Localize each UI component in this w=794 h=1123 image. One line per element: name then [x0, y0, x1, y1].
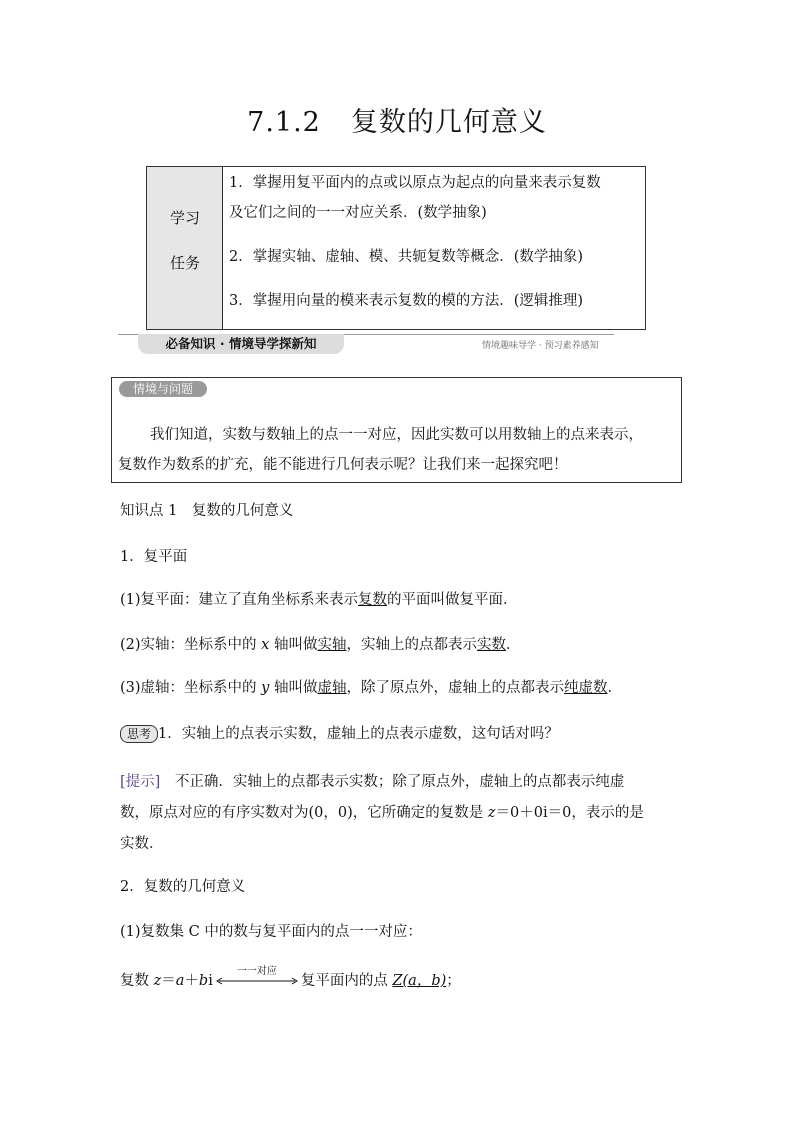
think-tag: 思考	[120, 725, 158, 743]
correspondence-formula	[120, 966, 461, 990]
variable: b	[198, 973, 209, 989]
correspondence-statement: (1)复数集 C 中的数与复平面内的点一一对应：	[120, 924, 422, 940]
text: ．	[505, 637, 521, 653]
geometric-meaning-heading: 2．复数的几何意义	[120, 879, 246, 895]
underlined-term: 纯虚数	[563, 680, 608, 696]
section-title: 复数的几何意义	[350, 107, 547, 138]
variable: z	[153, 973, 162, 989]
bijection-arrow	[215, 966, 299, 989]
underlined-term: 实轴	[317, 637, 347, 653]
variable: x	[261, 637, 270, 653]
complex-plane-heading: 1．复平面	[120, 549, 188, 565]
hint-line-1	[120, 770, 624, 791]
situation-tag: 情境与问题	[119, 381, 207, 397]
double-arrow-icon	[215, 977, 299, 985]
text: 数，原点对应的有序实数对为(0，0)，它所确定的复数是	[120, 805, 488, 821]
section-banner: 必备知识 · 情境导学探新知	[138, 334, 344, 354]
text: ＝0＋0i＝0，表示的是	[495, 805, 644, 821]
objective-2: 2．掌握实轴、虚轴、模、共轭复数等概念．(数学抽象)	[229, 249, 584, 265]
underlined-term: 虚轴	[317, 680, 347, 696]
objectives-table	[146, 166, 646, 330]
text: ＝	[161, 973, 176, 989]
situation-line-1: 我们知道，实数与数轴上的点一一对应，因此实数可以用数轴上的点来表示，	[150, 427, 643, 443]
question-text: 1．实轴上的点表示实数，虚轴上的点表示虚数，这句话对吗？	[158, 726, 559, 742]
objective-1-line2: 及它们之间的一一对应关系．(数学抽象)	[229, 205, 487, 221]
variable: a	[175, 973, 185, 989]
objectives-label-line2: 任务	[170, 254, 201, 272]
text: (3)虚轴：坐标系中的	[120, 680, 262, 696]
hint-line-3: 实数．	[120, 836, 164, 852]
objectives-label	[147, 167, 223, 329]
page-title	[0, 100, 794, 139]
hint-line-2	[120, 801, 644, 822]
text: ；	[446, 973, 461, 989]
imaginary-axis-definition	[120, 676, 622, 697]
variable: z	[487, 805, 496, 821]
section-number: 7.1.2	[247, 107, 321, 138]
arrow-label: 一一对应	[236, 966, 277, 977]
text: ＋	[184, 973, 199, 989]
underlined-term: 实数	[476, 637, 506, 653]
text: 复平面内的点	[300, 973, 393, 989]
complex-plane-definition	[120, 588, 518, 609]
text: 复数	[120, 973, 154, 989]
text: 不正确．实轴上的点都表示实数；除了原点外，虚轴上的点都表示纯虚	[160, 774, 625, 790]
text: 轴叫做	[269, 680, 318, 696]
objective-3: 3．掌握用向量的模来表示复数的模的方法．(逻辑推理)	[229, 293, 584, 309]
hint-label: [提示]	[120, 774, 161, 790]
banner-subtitle: 情境趣味导学 · 预习素养感知	[482, 341, 599, 351]
objective-1-line1: 1．掌握用复平面内的点或以原点为起点的向量来表示复数	[229, 175, 601, 191]
text: (1)复平面：建立了直角坐标系来表示	[120, 592, 359, 608]
text: ，实轴上的点都表示	[346, 637, 477, 653]
text: (2)实轴：坐标系中的	[120, 637, 262, 653]
underlined-term: 复数	[358, 592, 388, 608]
knowledge-point-heading: 知识点 1 复数的几何意义	[120, 503, 294, 519]
text: 轴叫做	[269, 637, 318, 653]
variable: y	[261, 680, 270, 696]
text: i	[208, 973, 213, 989]
real-axis-definition	[120, 633, 520, 654]
text: ．	[607, 680, 622, 696]
objectives-label-line1: 学习	[170, 209, 201, 227]
text: ，除了原点外，虚轴上的点都表示	[346, 680, 564, 696]
think-question	[120, 722, 559, 743]
situation-line-2: 复数作为数系的扩充，能不能进行几何表示呢？让我们来一起探究吧！	[118, 457, 568, 473]
text: 的平面叫做复平面．	[387, 592, 518, 608]
point-notation: Z(a，b)	[392, 973, 447, 989]
